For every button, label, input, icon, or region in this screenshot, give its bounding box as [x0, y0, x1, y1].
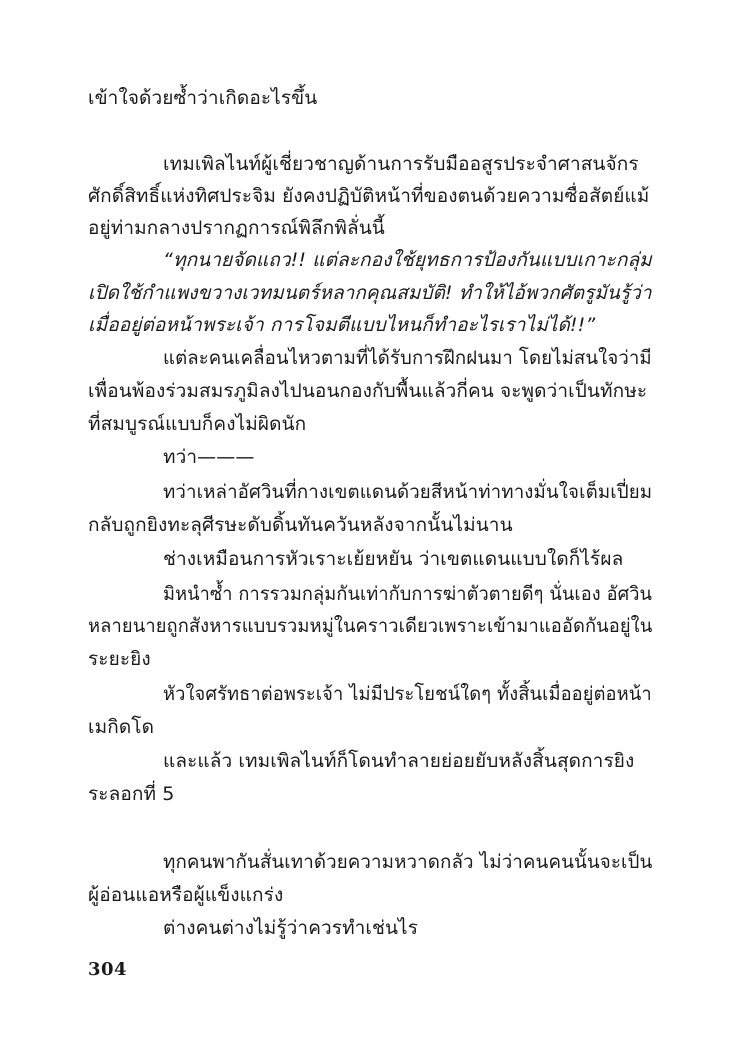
- text-line-3: ศักดิ์สิทธิ์แห่งทิศประจิม ยังคงปฏิบัติหน้าที่ของตนด้วยความซื่อสัตย์แม้: [88, 185, 650, 207]
- page-number: 304: [88, 959, 128, 980]
- text-line-21: ระลอกที่ 5: [88, 783, 175, 805]
- text-line-23: ผู้อ่อนแอหรือผู้แข็งแกร่ง: [88, 884, 284, 906]
- text-line-18: หัวใจศรัทธาต่อพระเจ้า ไม่มีประโยชน์ใดๆ ทั้งสิ้นเมื่ออยู่ต่อหน้า: [163, 683, 652, 705]
- text-line-20: และแล้ว เทมเพิลไนท์ก็โดนทำลายย่อยยับหลังสิ้นสุดการยิง: [163, 750, 635, 772]
- text-line-12: ทว่าเหล่าอัศวินที่กางเขตแดนด้วยสีหน้าท่าทางมั่นใจเต็มเปี่ยม: [163, 481, 653, 503]
- text-line-4: อยู่ท่ามกลางปรากฏการณ์พิลึกพิลั่นนี้: [88, 217, 385, 239]
- dialogue-line-2: เปิดใช้กำแพงขวางเวทมนตร์หลากคุณสมบัติ! ทำให้ไอ้พวกศัตรูมันรู้ว่า: [88, 282, 652, 304]
- text-line-8: แต่ละคนเคลื่อนไหวตามที่ได้รับการฝึกฝนมา โดยไม่สนใจว่ามี: [163, 347, 652, 369]
- dialogue-line-3: เมื่ออยู่ต่อหน้าพระเจ้า การโจมตีแบบไหนก็ทำอะไรเราไม่ได้!!”: [88, 314, 596, 336]
- dialogue-line-1: “ทุกนายจัดแถว!! แต่ละกองใช้ยุทธการป้องกันแบบเกาะกลุ่ม: [163, 249, 652, 271]
- text-line-2: เทมเพิลไนท์ผู้เชี่ยวชาญด้านการรับมืออสูรประจำศาสนจักร: [163, 153, 639, 175]
- text-line-19: เมกิดโด: [88, 716, 155, 738]
- text-line-1: เข้าใจด้วยซ้ำว่าเกิดอะไรขึ้น: [88, 87, 318, 109]
- text-line-15: มิหนำซ้ำ การรวมกลุ่มกันเท่ากับการฆ่าตัวตายดีๆ นั่นเอง อัศวิน: [163, 583, 653, 605]
- text-line-9: เพื่อนพ้องร่วมสมรภูมิลงไปนอนกองกับพื้นแล้วกี่คน จะพูดว่าเป็นทักษะ: [88, 380, 648, 402]
- text-line-10: ที่สมบูรณ์แบบก็คงไม่ผิดนัก: [88, 413, 307, 435]
- text-line-13: กลับถูกยิงทะลุศีรษะดับดิ้นทันควันหลังจากนั้นไม่นาน: [88, 514, 513, 536]
- text-line-14: ช่างเหมือนการหัวเราะเย้ยหยัน ว่าเขตแดนแบบใดก็ไร้ผล: [163, 548, 624, 570]
- text-line-16: หลายนายถูกสังหารแบบรวมหมู่ในคราวเดียวเพราะเข้ามาแออัดกันอยู่ใน: [88, 615, 653, 637]
- text-line-17: ระยะยิง: [88, 648, 151, 670]
- text-line-11: ทว่า———: [163, 446, 255, 468]
- text-line-24: ต่างคนต่างไม่รู้ว่าควรทำเช่นไร: [163, 917, 419, 939]
- text-line-22: ทุกคนพากันสั่นเทาด้วยความหวาดกลัว ไม่ว่าคนคนนั้นจะเป็น: [163, 851, 653, 873]
